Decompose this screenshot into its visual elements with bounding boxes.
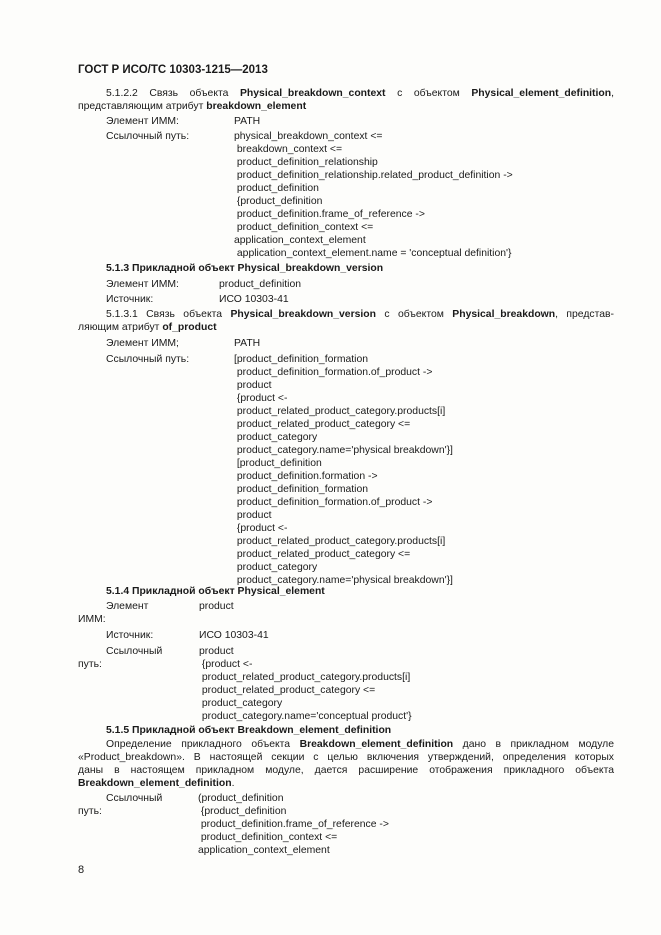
section-heading-5-1-3: 5.1.3 Прикладной объект Physical_breakdown_version (106, 263, 384, 274)
paragraph-5-1-2-2-line1: 5.1.2.2 Связь объекта Physical_breakdown_context с объектом Physical_element_definition, (106, 88, 614, 99)
reference-path-label: Ссылочный (106, 793, 163, 804)
reference-path-label-cont: путь: (78, 806, 102, 817)
ref-line: (product_definition (198, 793, 284, 804)
ref-line: {product_definition (234, 196, 323, 207)
ref-line: product_definition.formation -> (234, 471, 378, 482)
ref-line: [product_definition_formation (234, 354, 369, 365)
page-number: 8 (78, 864, 85, 876)
source-value: ИСО 10303-41 (199, 630, 269, 641)
ref-line: product_definition_relationship (234, 157, 378, 168)
ref-line: product_definition_formation.of_product -> (234, 497, 433, 508)
ref-line: product_related_product_category.products[i] (199, 672, 411, 683)
imm-element-value: PATH (234, 116, 261, 127)
ref-line: product_definition_formation.of_product -> (234, 367, 433, 378)
reference-path-label: Ссылочный (106, 646, 163, 657)
ref-line: product_category (199, 698, 283, 709)
ref-line: product_related_product_category <= (199, 685, 376, 696)
ref-line: product_related_product_category.products[i] (234, 536, 446, 547)
ref-line: product_category.name='physical breakdown'}] (234, 575, 453, 586)
paragraph-5-1-3-1-line1: 5.1.3.1 Связь объекта Physical_breakdown_version с объектом Physical_breakdown, представ- (106, 309, 615, 320)
source-label: Источник: (106, 294, 154, 305)
ref-line: {product <- (199, 659, 253, 670)
imm-element-value: product (199, 601, 234, 612)
imm-element-value: product_definition (219, 279, 302, 290)
ref-line: product_related_product_category <= (234, 549, 411, 560)
ref-line: product_definition_context <= (198, 832, 338, 843)
ref-line: [product_definition (234, 458, 322, 469)
ref-line: product_category.name='physical breakdown'}] (234, 445, 453, 456)
paragraph-5-1-5-line1: Определение прикладного объекта Breakdown_element_definition дано в прикладном модуле (106, 739, 615, 750)
ref-line: physical_breakdown_context <= (234, 131, 383, 142)
section-heading-5-1-5: 5.1.5 Прикладной объект Breakdown_element_definition (106, 725, 392, 736)
reference-path-label: Ссылочный путь: (106, 131, 190, 142)
ref-line: product (234, 510, 272, 521)
source-value: ИСО 10303-41 (219, 294, 289, 305)
source-label: Источник: (106, 630, 154, 641)
imm-element-label-cont: ИММ: (78, 614, 106, 625)
ref-line: product (199, 646, 234, 657)
paragraph-5-1-2-2-line2: представляющим атрибут breakdown_element (78, 101, 307, 112)
ref-line: product_definition_formation (234, 484, 369, 495)
ref-line: product_definition.frame_of_reference -> (198, 819, 389, 830)
document-header: ГОСТ Р ИСО/ТС 10303-1215—2013 (78, 64, 268, 76)
imm-element-label: Элемент ИММ: (106, 279, 179, 290)
ref-line: product_definition (234, 183, 319, 194)
imm-element-value: PATH (234, 338, 261, 349)
ref-line: application_context_element (234, 235, 366, 246)
imm-element-label: Элемент ИММ; (106, 338, 179, 349)
reference-path-label: Ссылочный путь: (106, 354, 190, 365)
paragraph-5-1-3-1-line2: ляющим атрибут of_product (78, 322, 217, 333)
ref-line: breakdown_context <= (234, 144, 343, 155)
reference-path-label-cont: путь: (78, 659, 102, 670)
ref-line: product (234, 380, 272, 391)
imm-element-label: Элемент (106, 601, 149, 612)
ref-line: product_category.name='conceptual product'} (199, 711, 412, 722)
ref-line: {product <- (234, 393, 288, 404)
paragraph-5-1-5-line4: Breakdown_element_definition. (78, 778, 235, 789)
ref-line: {product <- (234, 523, 288, 534)
ref-line: product_category (234, 432, 318, 443)
paragraph-5-1-5-line2: «Product_breakdown». В настоящей секции с целью включения утверждений, определения которых (78, 752, 614, 763)
section-heading-5-1-4: 5.1.4 Прикладной объект Physical_element (106, 586, 325, 597)
ref-line: product_definition.frame_of_reference -> (234, 209, 425, 220)
ref-line: application_context_element (198, 845, 330, 856)
imm-element-label: Элемент ИММ: (106, 116, 179, 127)
ref-line: product_related_product_category <= (234, 419, 411, 430)
ref-line: product_definition_context <= (234, 222, 374, 233)
ref-line: application_context_element.name = 'conceptual definition'} (234, 248, 512, 259)
paragraph-5-1-5-line3: даны в настоящем прикладном модуле, дается расширение отображения прикладного объекта (78, 765, 614, 776)
ref-line: product_related_product_category.products[i] (234, 406, 446, 417)
ref-line: {product_definition (198, 806, 287, 817)
ref-line: product_category (234, 562, 318, 573)
ref-line: product_definition_relationship.related_product_definition -> (234, 170, 513, 181)
